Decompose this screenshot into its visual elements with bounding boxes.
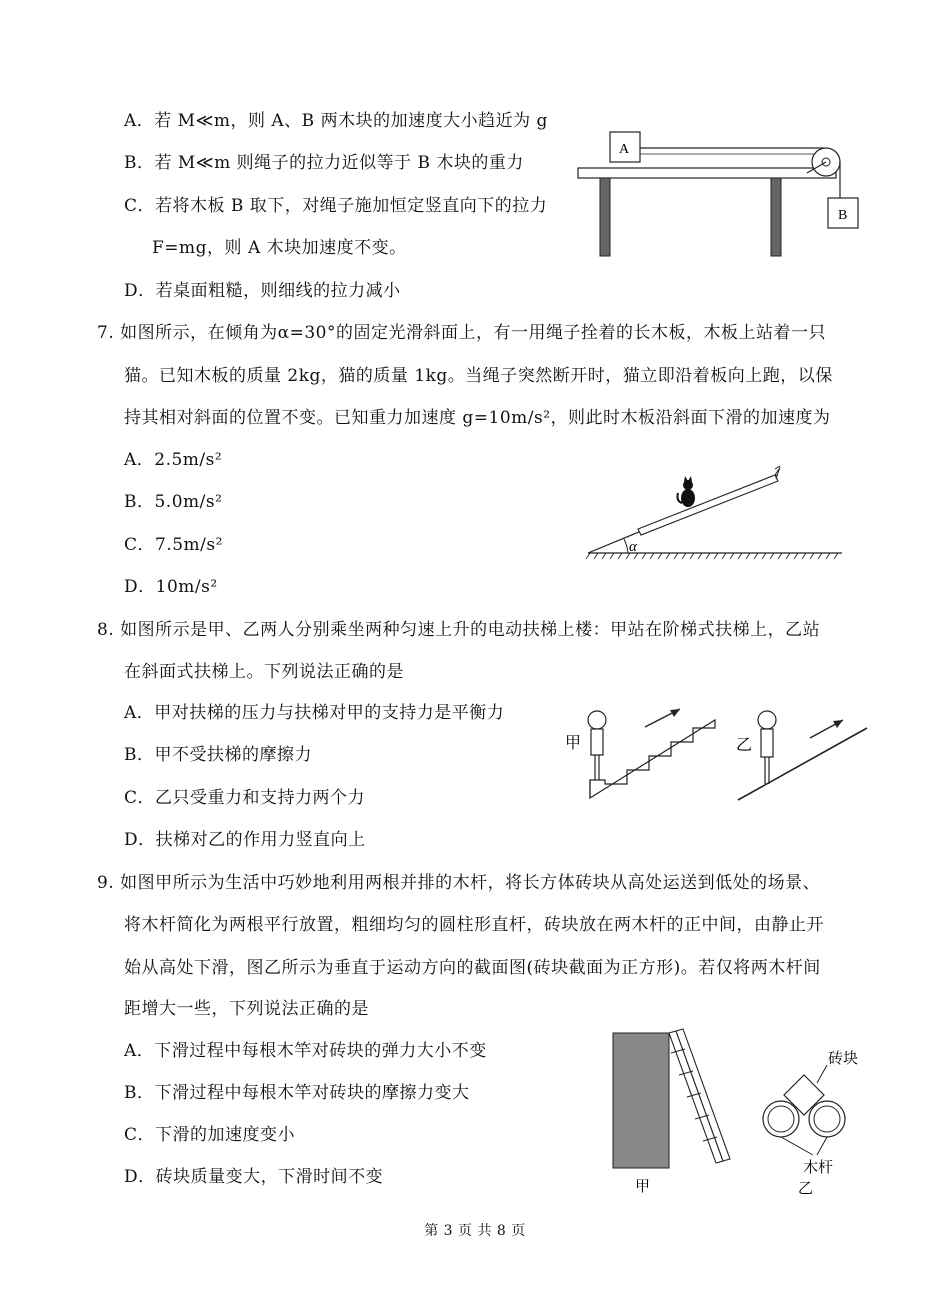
q8-option-c: C．乙只受重力和支持力两个力	[124, 788, 366, 808]
q7-stem-line2: 猫。已知木板的质量 2kg，猫的质量 1kg。当绳子突然断开时，猫立即沿着板向上跑，以保	[124, 366, 833, 386]
person-yi-icon	[758, 711, 776, 784]
incline-cat-figure	[582, 463, 882, 568]
angle-alpha-label: α	[629, 539, 637, 555]
label-jia: 甲	[635, 1177, 651, 1195]
q9-stem-line1: 9. 如图甲所示为生活中巧妙地利用两根并排的木杆，将长方体砖块从高处运送到低处的场景、	[97, 873, 821, 893]
wall-jia	[613, 1033, 669, 1168]
label-brick: 砖块	[828, 1049, 859, 1067]
q8-option-d: D．扶梯对乙的作用力竖直向上	[124, 830, 366, 850]
table-pulley-figure	[570, 125, 870, 265]
q8-stem-line2: 在斜面式扶梯上。下列说法正确的是	[124, 662, 404, 682]
q9-option-c: C．下滑的加速度变小	[124, 1125, 296, 1145]
q9-stem-line3: 始从高处下滑，图乙所示为垂直于运动方向的截面图(砖块截面为正方形)。若仅将两木杆间	[124, 958, 821, 978]
brick-rod-figure	[605, 1025, 875, 1200]
q9-option-b: B．下滑过程中每根木竿对砖块的摩擦力变大	[124, 1083, 470, 1103]
q7-stem-line1: 7. 如图所示，在倾角为α=30°的固定光滑斜面上，有一用绳子拴着的长木板，木板上站着一只	[97, 323, 826, 343]
person-jia-icon	[588, 711, 606, 780]
q6-option-c-cont: F=mg，则 A 木块加速度不变。	[152, 238, 407, 258]
escalator-figure	[560, 700, 880, 810]
label-jia: 甲	[565, 733, 582, 752]
block-a-label: A	[619, 142, 630, 157]
q9-stem-line4: 距增大一些，下列说法正确的是	[124, 999, 369, 1019]
q6-option-c: C．若将木板 B 取下，对绳子施加恒定竖直向下的拉力	[124, 196, 548, 216]
q7-option-c: C．7.5m/s²	[124, 535, 223, 555]
label-yi: 乙	[798, 1179, 814, 1197]
q9-option-d: D．砖块质量变大，下滑时间不变	[124, 1167, 384, 1187]
label-rod: 木杆	[803, 1158, 834, 1176]
q9-option-a: A．下滑过程中每根木竿对砖块的弹力大小不变	[124, 1041, 487, 1061]
q6-option-a: A．若 M≪m，则 A、B 两木块的加速度大小趋近为 g	[124, 111, 548, 131]
stepped-escalator	[590, 720, 715, 798]
q6-option-b: B．若 M≪m 则绳子的拉力近似等于 B 木块的重力	[124, 153, 524, 173]
q7-stem-line3: 持其相对斜面的位置不变。已知重力加速度 g=10m/s²，则此时木板沿斜面下滑的加速度为	[124, 408, 831, 428]
q7-option-a: A．2.5m/s²	[124, 450, 223, 470]
q7-option-d: D．10m/s²	[124, 577, 218, 597]
label-yi: 乙	[736, 735, 753, 754]
q6-option-d: D．若桌面粗糙，则细线的拉力减小	[124, 281, 401, 301]
q8-option-b: B．甲不受扶梯的摩擦力	[124, 745, 312, 765]
block-b-label: B	[838, 208, 848, 223]
q9-stem-line2: 将木杆简化为两根平行放置，粗细均匀的圆柱形直杆，砖块放在两木杆的正中间，由静止开	[124, 915, 824, 935]
q7-option-b: B．5.0m/s²	[124, 492, 223, 512]
page-number: 第 3 页 共 8 页	[424, 1223, 526, 1239]
q8-stem-line1: 8. 如图所示是甲、乙两人分别乘坐两种匀速上升的电动扶梯上楼：甲站在阶梯式扶梯上，乙站	[97, 620, 821, 640]
wooden-board	[638, 475, 778, 535]
cat-icon	[678, 476, 696, 507]
q8-option-a: A．甲对扶梯的压力与扶梯对甲的支持力是平衡力	[124, 703, 505, 723]
incline-escalator	[738, 728, 867, 800]
